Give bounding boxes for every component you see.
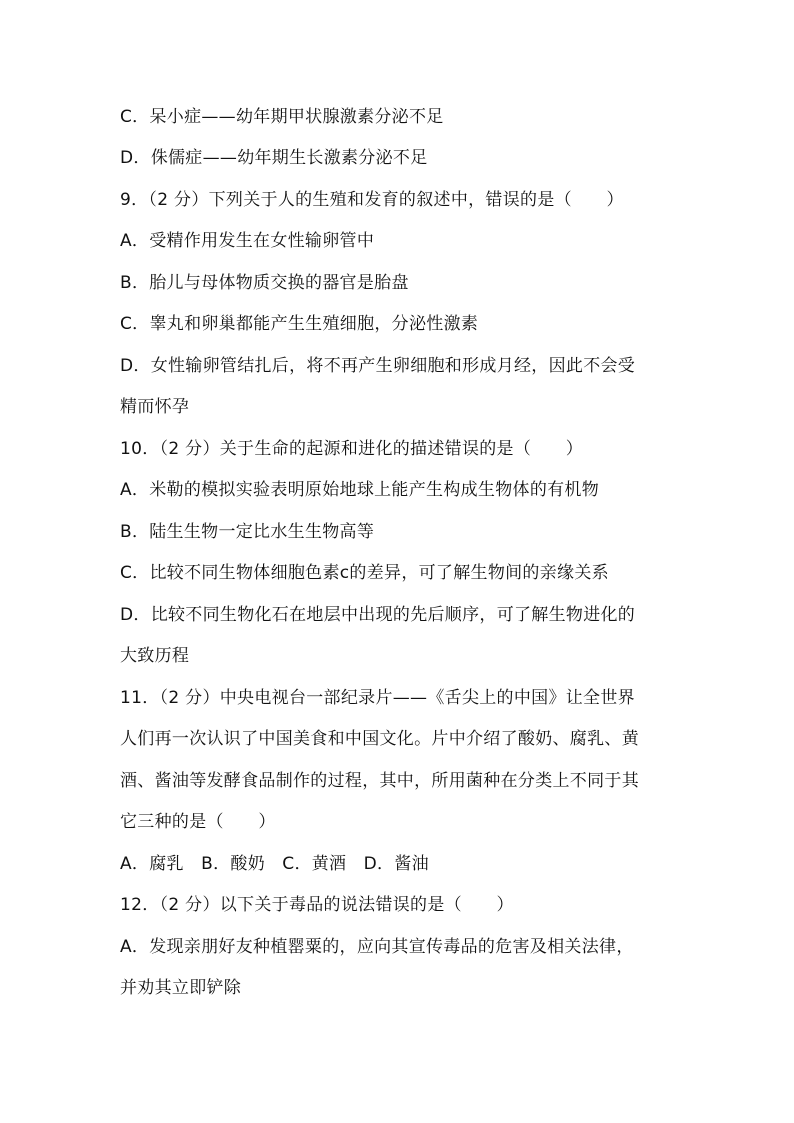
q9-stem: 9．（2 分）下列关于人的生殖和发育的叙述中，错误的是（ ） bbox=[120, 190, 624, 210]
q10-option-d-cont: 大致历程 bbox=[120, 646, 190, 666]
q10-option-c: C．比较不同生物体细胞色素c的差异，可了解生物间的亲缘关系 bbox=[120, 563, 609, 583]
q9-option-d: D．女性输卵管结扎后，将不再产生卵细胞和形成月经，因此不会受 bbox=[120, 356, 636, 376]
q11-stem-line3: 酒、酱油等发酵食品制作的过程，其中，所用菌种在分类上不同于其 bbox=[120, 771, 639, 791]
q9-option-d-cont: 精而怀孕 bbox=[120, 397, 190, 417]
q8-option-d: D．侏儒症——幼年期生长激素分泌不足 bbox=[120, 148, 428, 168]
q11-stem: 11．（2 分）中央电视台一部纪录片——《舌尖上的中国》让全世界 bbox=[120, 688, 635, 708]
q9-option-a: A．受精作用发生在女性输卵管中 bbox=[120, 231, 375, 251]
q12-stem: 12．（2 分）以下关于毒品的说法错误的是（ ） bbox=[120, 895, 514, 915]
q10-option-b: B．陆生生物一定比水生生物高等 bbox=[120, 522, 375, 542]
q9-option-b: B．胎儿与母体物质交换的器官是胎盘 bbox=[120, 273, 409, 293]
q11-stem-line2: 人们再一次认识了中国美食和中国文化。片中介绍了酸奶、腐乳、黄 bbox=[120, 729, 639, 749]
q10-option-d: D．比较不同生物化石在地层中出现的先后顺序，可了解生物进化的 bbox=[120, 605, 636, 625]
q11-stem-line4: 它三种的是（ ） bbox=[120, 812, 276, 832]
q10-option-a: A．米勒的模拟实验表明原始地球上能产生构成生物体的有机物 bbox=[120, 480, 600, 500]
q12-option-a: A．发现亲朋好友种植罂粟的，应向其宣传毒品的危害及相关法律， bbox=[120, 937, 634, 957]
q11-options: A．腐乳 B．酸奶 C．黄酒 D．酱油 bbox=[120, 854, 429, 874]
q9-option-c: C．睾丸和卵巢都能产生生殖细胞，分泌性激素 bbox=[120, 314, 479, 334]
q8-option-c: C．呆小症——幼年期甲状腺激素分泌不足 bbox=[120, 107, 444, 127]
q10-stem: 10．（2 分）关于生命的起源和进化的描述错误的是（ ） bbox=[120, 439, 584, 459]
q12-option-a-cont: 并劝其立即铲除 bbox=[120, 978, 242, 998]
